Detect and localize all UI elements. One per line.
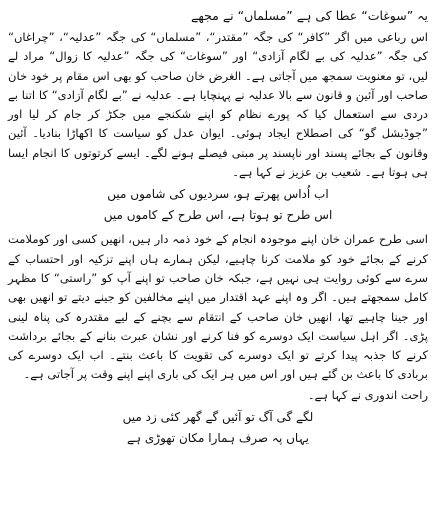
verse-2-line-1: لگے گی آگ تو آئیں گے گھر کئی زد میں [122, 409, 314, 424]
verse-block-1 [8, 184, 428, 226]
article-page [8, 6, 428, 453]
paragraph-1: اس رباعی میں اگر ”کافر“ کی جگہ ”مقتدر“، ”مسلماں“ کی جگہ ”عدلیہ“، ”چراغاں“ کی جگہ ”عدلیہ کی بے لگام آزادی“ اور ”سوغات“ کی جگہ ”عدلیہ کا زوال“ مراد لے لیں، تو معنویت سمجھ میں آجاتی ہے۔ الغرض خان صاحب کو بھی اس مقام پر خود خان صاحب اور آئین و قانون سے بالا عدلیہ نے پہنچایا ہے۔ عدلیہ نے ”بے لگام آزادی“ کا اتنا بے دردی سے استعمال کیا کہ پورے نظام کو اپنے شکنجے میں جکڑ کر جام کر لیا اور ”جوڈیشل گو“ کی اصطلاح ایجاد ہوئی۔ ایوان عدل کو سیاست کا اکھاڑا بنادیا۔ آئین وقانون کے بجائے پسند اور ناپسند پر مبنی فیصلے ہونے لگے۔ ایسے کرتوتوں کا انجام ایسا ہی ہوتا ہے۔ شعیب بن عزیز نے کہا ہے۔ [8, 30, 428, 180]
verse-2-line-2: یہاں پہ صرف ہمارا مکان تھوڑی ہے [127, 430, 309, 445]
attribution: راحت اندوری نے کہا ہے۔ [307, 387, 428, 402]
verse-block-2 [8, 407, 428, 449]
heading-verse-line: یہ ”سوغات“ عطا کی ہے ”مسلماں“ نے مجھے [191, 8, 428, 23]
verse-1-line-1: اب اُداس پھرتے ہو، سردیوں کی شاموں میں [107, 187, 329, 202]
verse-1-line-2: اس طرح تو ہوتا ہے، اس طرح کے کاموں میں [103, 208, 333, 223]
paragraph-2: اسی طرح عمران خان اپنے موجودہ انجام کے خود ذمہ دار ہیں، انھیں کسی اور کوملامت کرنے کے بجائے خود کو ملامت کرنا چاہیے، لیکن ہمارے ہاں اپنے تزکیہ اور احتساب کے سرے سے کوئی روایت ہی نہیں ہے، جبکہ خان صاحب تو اپنے آپ کو ”راستی“ کا مظہر کامل سمجھتے ہیں۔ اگر وہ اپنے عہد اقتدار میں اپنے مخالفین کو جینے دیتے تو انھیں بھی اور جینا چاہیے تھا، انھیں خان صاحب کے انتقام سے بچنے کے لیے مقتدرہ کی پناہ لینی پڑی۔ اگر اہل سیاست ایک دوسرے کو فنا کرنے اور نشان عبرت بنانے کے بجائے برداشت کرنے کا جذبہ پیدا کرتے تو ایک دوسرے کی تقویت کا باعث بنتے۔ اب ایک دوسرے کی بربادی کا باعث بن گئے ہیں اور اس میں ہر ایک کی باری اپنے اپنے وقت پر آجاتی ہے۔ [8, 232, 428, 382]
